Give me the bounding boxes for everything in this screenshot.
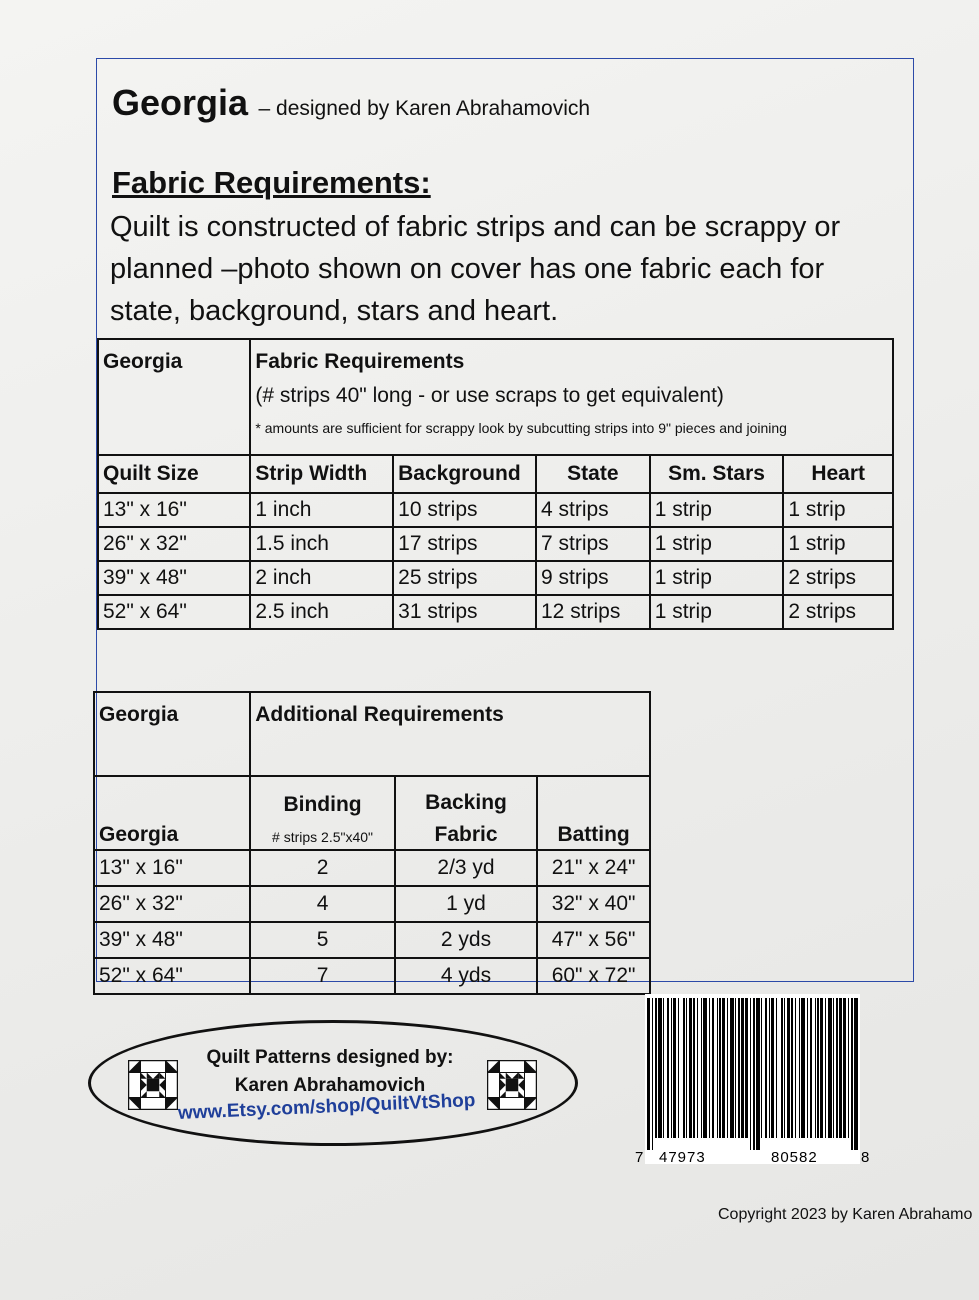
logo-line-1: Quilt Patterns designed by: (206, 1047, 454, 1068)
table-label: Georgia (98, 339, 250, 455)
column-header: State (536, 455, 650, 493)
barcode-bar (817, 998, 819, 1138)
barcode-bar (851, 998, 853, 1150)
table-title: Fabric Requirements (255, 350, 465, 373)
table-cell: 1 yd (395, 886, 537, 922)
table-cell: 2 inch (250, 561, 393, 595)
table-cell: 31 strips (393, 595, 536, 629)
column-header: Heart (783, 455, 893, 493)
table-cell: 26" x 32" (94, 886, 250, 922)
barcode-digit-left: 7 (635, 1149, 644, 1166)
barcode-bar (807, 998, 808, 1138)
table-cell: 13" x 16" (94, 850, 250, 886)
table-cell: 5 (250, 922, 395, 958)
table-cell: 1 strip (650, 527, 784, 561)
table-note: * amounts are sufficient for scrappy look by subcutting strips into 9" pieces and joining (255, 420, 787, 436)
table-cell: 17 strips (393, 527, 536, 561)
table-subtitle: (# strips 40" long - or use scraps to get equivalent) (255, 384, 724, 407)
barcode-bar (756, 998, 760, 1150)
copyright-notice: Copyright 2023 by Karen Abrahamo (718, 1206, 973, 1223)
table-cell: 4 (250, 886, 395, 922)
table-row (94, 922, 650, 958)
row-header: Georgia (94, 776, 250, 850)
barcode-bar (727, 998, 728, 1138)
barcode-bar (787, 998, 790, 1138)
column-header-row (94, 776, 650, 850)
fabric-requirements-heading: Fabric Requirements: (112, 165, 431, 200)
barcode-bar (791, 998, 793, 1138)
table-cell: 1.5 inch (250, 527, 393, 561)
barcode-bar (761, 998, 762, 1138)
table-cell: 1 strip (783, 493, 893, 527)
designer-byline: – designed by Karen Abrahamovich (258, 97, 591, 120)
barcode-group-2: 80582 (771, 1149, 818, 1166)
table-cell: 1 inch (250, 493, 393, 527)
table-row (98, 595, 893, 629)
table-label: Georgia (94, 692, 250, 776)
etsy-shop-link[interactable]: www.Etsy.com/shop/QuiltVtShop (177, 1090, 476, 1124)
barcode-bar (709, 998, 710, 1138)
table-cell: 2.5 inch (250, 595, 393, 629)
table-cell: 32" x 40" (537, 886, 650, 922)
table-cell: 25 strips (393, 561, 536, 595)
barcode (635, 994, 870, 1166)
table-row (94, 886, 650, 922)
barcode-bar (686, 998, 687, 1138)
table-cell: 26" x 32" (98, 527, 250, 561)
backing-label: Backing (425, 791, 507, 814)
barcode-bar (722, 998, 725, 1138)
table-cell: 1 strip (650, 595, 784, 629)
barcode-bar (735, 998, 736, 1138)
barcode-bar (781, 998, 783, 1138)
table-cell: 2/3 yd (395, 850, 537, 886)
table-cell: 39" x 48" (98, 561, 250, 595)
table-row (98, 493, 893, 527)
table-cell: 52" x 64" (98, 595, 250, 629)
table-row (98, 561, 893, 595)
barcode-bar (703, 998, 707, 1138)
backing-header (395, 776, 537, 850)
barcode-bar (693, 998, 695, 1138)
barcode-bar (652, 998, 653, 1150)
column-header: Sm. Stars (650, 455, 784, 493)
barcode-bar (828, 998, 832, 1138)
quilt-star-block-icon (487, 1060, 537, 1110)
table-cell: 9 strips (536, 561, 650, 595)
table-row (94, 850, 650, 886)
column-header: Quilt Size (98, 455, 250, 493)
table-cell: 2 strips (783, 595, 893, 629)
table-cell: 12 strips (536, 595, 650, 629)
table-cell: 52" x 64" (94, 958, 250, 994)
barcode-bar (701, 998, 702, 1138)
table-cell: 7 strips (536, 527, 650, 561)
barcode-bar (843, 998, 846, 1138)
column-header: Background (393, 455, 536, 493)
barcode-bar (815, 998, 816, 1138)
barcode-bar (647, 998, 650, 1150)
table-cell: 4 strips (536, 493, 650, 527)
table-cell: 47" x 56" (537, 922, 650, 958)
fabric-requirements-table (97, 338, 894, 630)
barcode-bar (658, 998, 662, 1138)
table-cell: 7 (250, 958, 395, 994)
table-cell: 2 yds (395, 922, 537, 958)
barcode-bar (799, 998, 800, 1138)
additional-requirements-table (93, 691, 651, 995)
page-title: Georgia (112, 82, 249, 123)
barcode-bar (839, 998, 842, 1138)
barcode-bar (795, 998, 796, 1138)
table-cell: 60" x 72" (537, 958, 650, 994)
barcode-bar (671, 998, 672, 1138)
table-cell: 1 strip (650, 493, 784, 527)
barcode-group-1: 47973 (659, 1149, 706, 1166)
barcode-bar (719, 998, 721, 1138)
table-header-row (94, 692, 650, 776)
binding-header (250, 776, 395, 850)
barcode-digit-right: 8 (861, 1149, 870, 1166)
binding-note: # strips 2.5"x40" (272, 829, 374, 845)
barcode-bar (712, 998, 714, 1138)
barcode-bar (769, 998, 770, 1138)
table-row (94, 958, 650, 994)
barcode-bar (673, 998, 676, 1138)
barcode-bar (825, 998, 826, 1138)
barcode-bar (667, 998, 669, 1138)
barcode-bar (771, 998, 774, 1138)
barcode-bar (717, 998, 718, 1138)
barcode-bar (776, 998, 777, 1138)
barcode-bar (683, 998, 685, 1138)
barcode-bar (730, 998, 734, 1138)
table-cell: 2 strips (783, 561, 893, 595)
table-cell: 13" x 16" (98, 493, 250, 527)
table-cell: 21" x 24" (537, 850, 650, 886)
binding-label: Binding (283, 793, 362, 816)
barcode-bar (854, 998, 858, 1150)
table-cell: 39" x 48" (94, 922, 250, 958)
table-cell: 2 (250, 850, 395, 886)
column-header-row (98, 455, 893, 493)
barcode-bar (810, 998, 812, 1138)
quilt-star-block-icon (128, 1060, 178, 1110)
barcode-bar (697, 998, 698, 1138)
table-header-row (98, 339, 893, 455)
barcode-bar (750, 998, 751, 1150)
barcode-bar (820, 998, 823, 1138)
batting-header: Batting (537, 776, 650, 850)
barcode-bar (663, 998, 664, 1138)
barcode-bar (833, 998, 834, 1138)
barcode-bar (745, 998, 748, 1138)
title-line (112, 82, 590, 124)
fabric-label: Fabric (434, 823, 498, 846)
table-cell: 1 strip (783, 527, 893, 561)
column-header: Strip Width (250, 455, 393, 493)
table-title: Additional Requirements (250, 692, 650, 776)
logo-line-2: Karen Abrahamovich (234, 1075, 426, 1096)
barcode-bar (689, 998, 692, 1138)
barcode-bar (741, 998, 744, 1138)
table-cell: 10 strips (393, 493, 536, 527)
barcode-bar (765, 998, 767, 1138)
barcode-bar (753, 998, 755, 1150)
table-cell: 1 strip (650, 561, 784, 595)
table-title-cell (250, 339, 893, 455)
barcode-bar (836, 998, 838, 1138)
barcode-bar (738, 998, 740, 1138)
barcode-bar (848, 998, 849, 1138)
barcode-bar (655, 998, 657, 1138)
intro-paragraph: Quilt is constructed of fabric strips and can be scrappy or planned –photo shown on cover has one fabric each for state, background, stars and heart. (110, 211, 841, 327)
table-row (98, 527, 893, 561)
barcode-bar (784, 998, 785, 1138)
table-cell: 4 yds (395, 958, 537, 994)
barcode-bar (678, 998, 679, 1138)
barcode-bar (801, 998, 805, 1138)
